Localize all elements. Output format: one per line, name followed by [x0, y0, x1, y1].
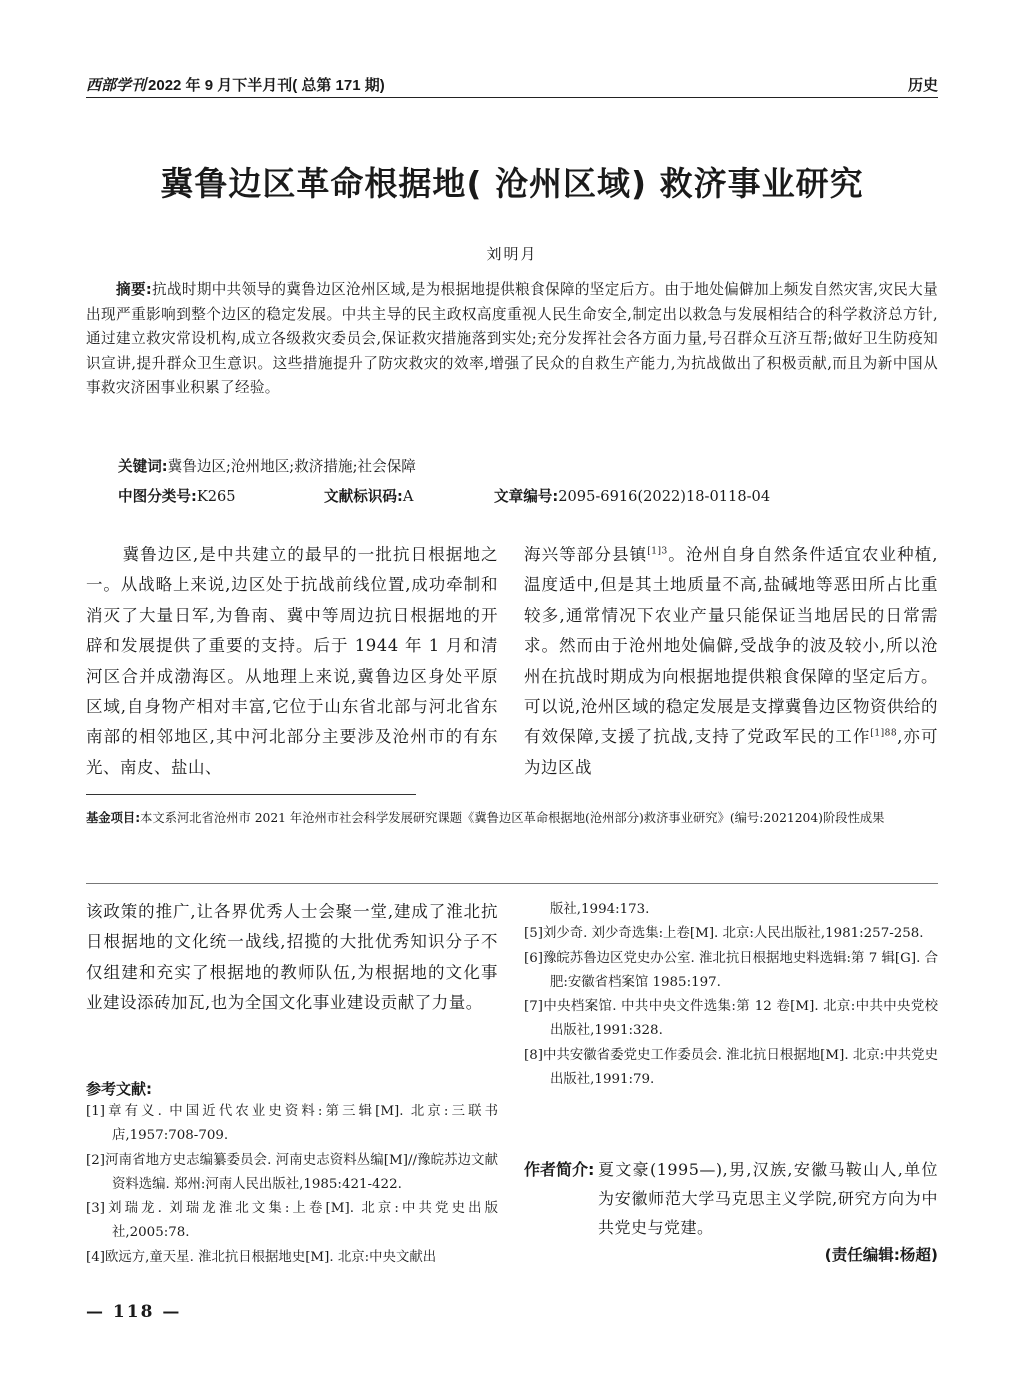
- reference-item: [7]中央档案馆. 中共中央文件选集:第 12 卷[M]. 北京:中共中央党校出版社,1991:328.: [524, 999, 938, 1039]
- keywords-text: 冀鲁边区;沧州地区;救济措施;社会保障: [167, 458, 416, 475]
- body-column-left: [86, 540, 498, 783]
- responsible-editor: (责任编辑:杨超): [824, 1246, 938, 1264]
- reference-item: [6]豫皖苏鲁边区党史办公室. 淮北抗日根据地史料选辑:第 7 辑[G]. 合肥:安徽省档案馆 1985:197.: [524, 950, 938, 990]
- section-separator: [86, 883, 938, 884]
- citation: [1]3: [647, 546, 668, 557]
- page-number: — 118 —: [86, 1302, 182, 1322]
- citation: [1]88: [870, 728, 898, 739]
- fund-note: [86, 806, 938, 830]
- bio-text: 夏文豪(1995—),男,汉族,安徽马鞍山人,单位为安徽师范大学马克思主义学院,研究方向为中共党史与党建。: [598, 1160, 938, 1237]
- issue-text: 2022 年 9 月下半月刊( 总第 171 期): [148, 77, 385, 94]
- reference-item: [2]河南省地方史志编纂委员会. 河南史志资料丛编[M]//豫皖苏边文献资料选编. 郑州:河南人民出版社,1985:421-422.: [86, 1152, 498, 1192]
- header-rule: [86, 97, 938, 98]
- section-name: 历史: [907, 77, 938, 94]
- body-left-text: 冀鲁边区,是中共建立的最早的一批抗日根据地之一。从战略上来说,边区处于抗战前线位置,成功牵制和消灭了大量日军,为鲁南、冀中等周边抗日根据地的开辟和发展提供了重要的支持。后于 1944 年 1 月和清河区合并成渤海区。从地理上来说,冀鲁边区身处平原区域,自身物产相对丰富,它位于山东省北部与河北省东南部的相邻地区,其中河北部分主要涉及沧州市的有东光、南皮、盐山、: [86, 545, 498, 777]
- previous-article-text: 该政策的推广,让各界优秀人士会聚一堂,建成了淮北抗日根据地的文化统一战线,招揽的大批优秀知识分子不仅组建和充实了根据地的教师队伍,为根据地的文化事业建设添砖加瓦,也为全国文化事业建设贡献了力量。: [86, 902, 498, 1013]
- classification-row: [118, 485, 938, 507]
- reference-item: [8]中共安徽省委党史工作委员会. 淮北抗日根据地[M]. 北京:中共党史出版社,1991:79.: [524, 1047, 938, 1088]
- reference-item: [3]刘瑞龙. 刘瑞龙淮北文集:上卷[M]. 北京:中共党史出版社,2005:78.: [86, 1201, 498, 1241]
- references-heading: 参考文献:: [86, 1080, 152, 1098]
- article-number: 文章编号:2095-6916(2022)18-0118-04: [494, 488, 771, 505]
- abstract: [86, 278, 938, 401]
- fund-text: 本文系河北省沧州市 2021 年沧州市社会科学发展研究课题《冀鲁边区革命根据地(沧州部分)救济事业研究》(编号:2021204)阶段性成果: [140, 811, 885, 825]
- reference-item: [5]刘少奇. 刘少奇选集:上卷[M]. 北京:人民出版社,1981:257-258.: [524, 926, 924, 942]
- keywords: [118, 455, 416, 476]
- article-title: 冀鲁边区革命根据地( 沧州区域) 救济事业研究: [160, 164, 864, 203]
- reference-item: [1]章有义. 中国近代农业史资料:第三辑[M]. 北京:三联书店,1957:708-709.: [86, 1104, 498, 1144]
- clc-code: 中图分类号:K265: [118, 488, 236, 505]
- document-code: 文献标识码:A: [324, 488, 414, 505]
- reference-item: [4]欧远方,童天星. 淮北抗日根据地史[M]. 北京:中央文献出: [86, 1249, 437, 1265]
- footnote-rule: [86, 794, 416, 795]
- article-author: 刘明月: [486, 245, 538, 263]
- keywords-label: 关键词:: [118, 458, 168, 475]
- bio-label: 作者简介:: [524, 1160, 595, 1179]
- body-column-right: 海兴等部分县镇$^{[1]3}$。沧州自身自然条件适宜农业种植,温度适中,但是其土地质量不高,盐碱地等恶田所占比重较多,通常情况下农业产量只能保证当地居民的日常需求。然而由于沧州地处偏僻,受战争的波及较小,所以沧州在抗战时期成为向根据地提供粮食保障的坚定后方。可以说,沧州区域的稳定发展是支撑冀鲁边区物资供给的有效保障,支援了抗战,支持了党政军民的工作$^{[1]88}$,亦可为边区战: [524, 545, 939, 777]
- reference-item-continued: 版社,1994:173.: [550, 902, 650, 917]
- journal-logo: 西部学刊: [86, 76, 147, 94]
- fund-label: 基金项目:: [86, 811, 141, 825]
- abstract-text: 抗战时期中共领导的冀鲁边区沧州区域,是为根据地提供粮食保障的坚定后方。由于地处偏僻加上频发自然灾害,灾民大量出现严重影响到整个边区的稳定发展。中共主导的民主政权高度重视人民生命安全,制定出以救急与发展相结合的科学救济总方针,通过建立救灾常设机构,成立各级救灾委员会,保证救灾措施落到实处;充分发挥社会各方面力量,号召群众互济互帮;做好卫生防疫知识宣讲,提升群众卫生意识。这些措施提升了防灾救灾的效率,增强了民众的自救生产能力,为抗战做出了积极贡献,而且为新中国从事救灾济困事业积累了经验。: [86, 281, 938, 397]
- journal-issue: [86, 74, 385, 95]
- abstract-label: 摘要:: [116, 281, 153, 298]
- references-left: [86, 1100, 498, 1270]
- running-header: [86, 74, 938, 96]
- author-bio: [524, 1155, 938, 1242]
- references-right: [524, 898, 938, 1092]
